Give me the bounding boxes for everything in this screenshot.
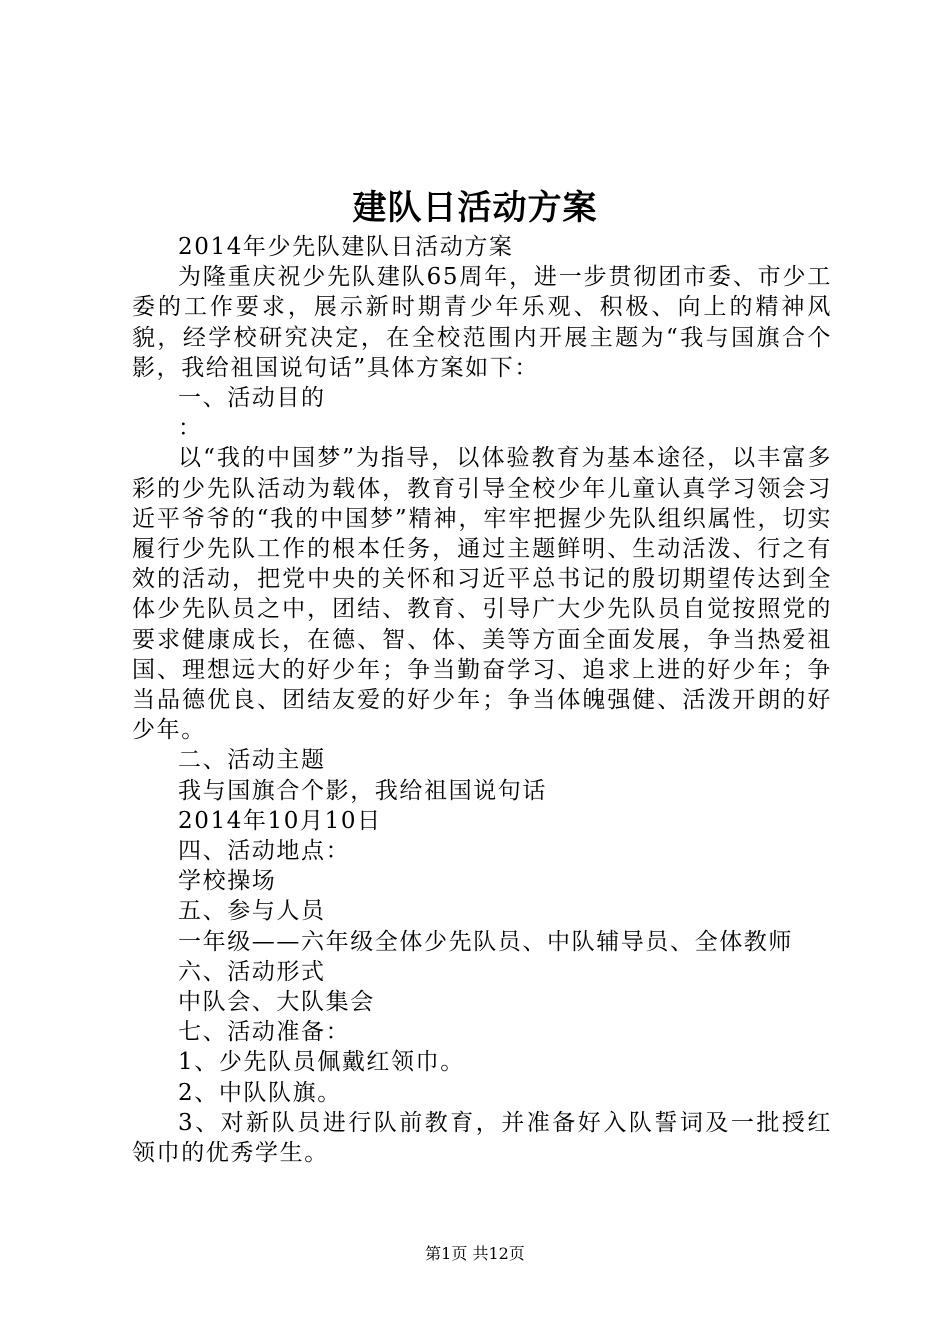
paragraph: 2014年10月10日 xyxy=(178,807,382,834)
paragraph: 我与国旗合个影，我给祖国说句话 xyxy=(178,777,547,804)
paragraph: 中队会、大队集会 xyxy=(178,989,375,1016)
list-item: 3、对新队员进行队前教育，并准备好入队誓词及一批授红领巾的优秀学生。 xyxy=(132,1109,832,1167)
section-heading: 二、活动主题 xyxy=(178,747,326,774)
page-footer: 第1页 共12页 xyxy=(425,1244,525,1263)
paragraph: ： xyxy=(178,415,203,442)
document-title: 建队日活动方案 xyxy=(352,188,598,228)
paragraph: 2014年少先队建队日活动方案 xyxy=(178,234,514,260)
paragraph: 一年级——六年级全体少先队员、中队辅导员、全体教师 xyxy=(178,928,793,955)
document-body xyxy=(132,232,832,1168)
list-item: 1、少先队员佩戴红领巾。 xyxy=(178,1049,465,1076)
paragraph: 学校操场 xyxy=(178,868,277,895)
section-heading: 六、活动形式 xyxy=(178,958,326,985)
paragraph: 为隆重庆祝少先队建队65周年，进一步贯彻团市委、市少工委的工作要求，展示新时期青少年乐观、积极、向上的精神风貌，经学校研究决定，在全校范围内开展主题为“我与国旗合个影，我给祖国说句话”具体方案如下： xyxy=(132,264,832,381)
section-heading: 一、活动目的 xyxy=(178,385,326,412)
section-heading: 四、活动地点： xyxy=(178,838,351,865)
list-item: 2、中队队旗。 xyxy=(178,1079,342,1106)
section-heading: 七、活动准备： xyxy=(178,1019,351,1046)
paragraph: 以“我的中国梦”为指导，以体验教育为基本途径，以丰富多彩的少先队活动为载体，教育引导全校少年儿童认真学习领会习近平爷爷的“我的中国梦”精神，牢牢把握少先队组织属性，切实履行少先队工作的根本任务，通过主题鲜明、生动活泼、行之有效的活动，把党中央的关怀和习近平总书记的殷切期望传达到全体少先队员之中，团结、教育、引导广大少先队员自觉按照党的要求健康成长，在德、智、体、美等方面全面发展，争当热爱祖国、理想远大的好少年；争当勤奋学习、追求上进的好少年；争当品德优良、团结友爱的好少年；争当体魄强健、活泼开朗的好少年。 xyxy=(132,445,832,744)
section-heading: 五、参与人员 xyxy=(178,898,326,925)
